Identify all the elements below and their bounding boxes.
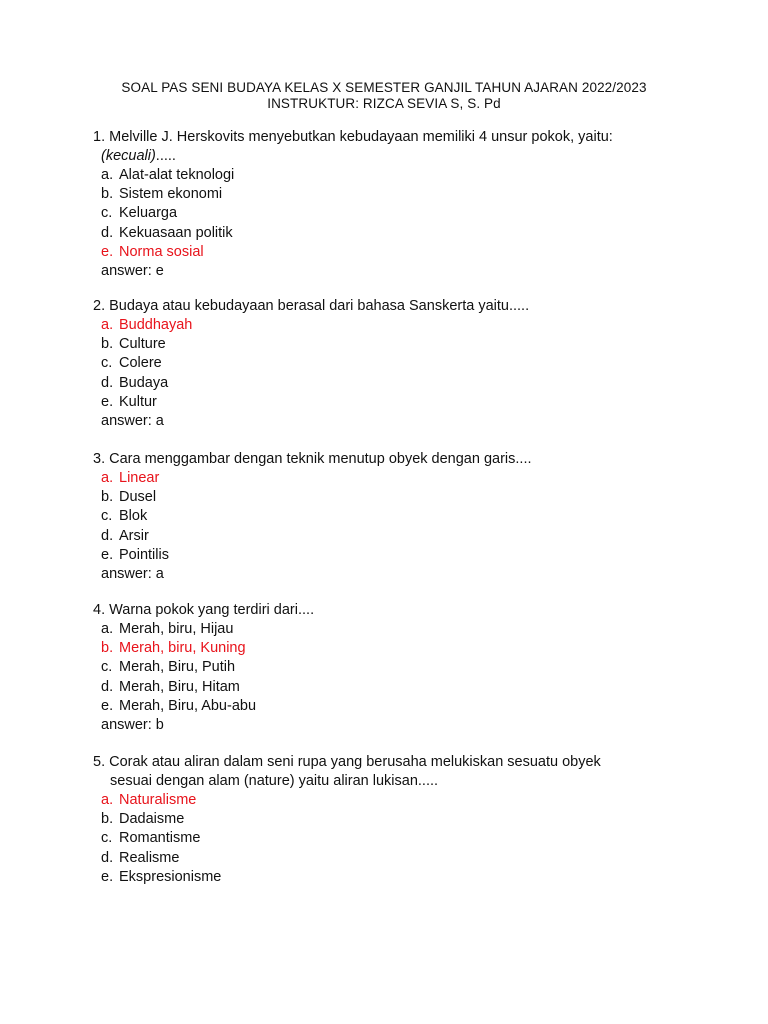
option-b (101, 185, 693, 204)
option-text: Keluarga (119, 205, 178, 222)
question-text (93, 753, 693, 772)
option-list (93, 620, 693, 716)
option-b (101, 335, 693, 354)
option-e (101, 393, 693, 412)
option-text: Pointilis (119, 546, 169, 563)
option-text: Merah, Biru, Hitam (119, 678, 240, 695)
option-a-correct (101, 469, 693, 488)
option-c (101, 204, 693, 223)
option-text: Romantisme (119, 830, 201, 847)
option-letter: b. (101, 489, 114, 506)
option-text: Alat-alat teknologi (119, 167, 235, 183)
option-d (101, 224, 693, 243)
question-2 (93, 297, 693, 431)
answer-key: answer: a (101, 413, 164, 430)
option-e-correct (101, 243, 693, 262)
answer-key: answer: b (101, 717, 164, 734)
option-letter: b. (101, 811, 114, 828)
option-letter: a. (101, 621, 114, 637)
question-text (93, 450, 693, 469)
option-letter: c. (101, 508, 113, 525)
option-letter: a. (101, 317, 114, 333)
option-d (101, 527, 693, 546)
option-text: Kekuasaan politik (119, 224, 233, 241)
question-number: 4. (93, 602, 106, 618)
option-letter: a. (101, 792, 114, 808)
question-number: 5. (93, 754, 106, 770)
option-list (93, 316, 693, 412)
option-text: Ekspresionisme (119, 868, 222, 885)
header-instructor: INSTRUKTUR: RIZCA SEVIA S, S. Pd (267, 96, 501, 111)
option-a (101, 620, 693, 639)
question-number: 3. (93, 451, 106, 467)
option-letter: b. (101, 336, 114, 353)
question-number: 2. (93, 298, 106, 314)
option-letter: a. (101, 167, 114, 183)
option-list (93, 469, 693, 565)
option-e (101, 697, 693, 716)
option-text: Merah, biru, Hijau (119, 621, 234, 637)
option-list (93, 166, 693, 262)
option-b (101, 810, 693, 829)
option-b (101, 488, 693, 507)
question-body: Budaya atau kebudayaan berasal dari bahasa Sanskerta yaitu..... (109, 298, 530, 314)
option-d (101, 678, 693, 697)
option-text: Naturalisme (119, 792, 197, 808)
question-number: 1. (93, 129, 106, 145)
option-b-correct (101, 639, 693, 658)
document-header (0, 80, 768, 112)
option-text: Dusel (119, 489, 157, 506)
option-letter: a. (101, 470, 114, 486)
option-text: Kultur (119, 393, 157, 410)
option-text: Buddhayah (119, 317, 193, 333)
question-body: Melville J. Herskovits menyebutkan kebudayaan memiliki 4 unsur pokok, yaitu: (109, 129, 613, 145)
option-text: Colere (119, 355, 162, 372)
option-d (101, 374, 693, 393)
option-e (101, 868, 693, 887)
option-letter: c. (101, 659, 113, 676)
option-letter: e. (101, 868, 114, 885)
question-5 (93, 753, 693, 887)
question-body: Corak atau aliran dalam seni rupa yang berusaha melukiskan sesuatu obyek (109, 754, 601, 770)
option-letter: b. (101, 640, 114, 657)
option-letter: e. (101, 697, 114, 714)
option-text: Merah, biru, Kuning (119, 640, 246, 657)
option-letter: d. (101, 678, 114, 695)
option-list (93, 791, 693, 887)
option-letter: d. (101, 527, 114, 544)
question-subtext-dots: ..... (155, 148, 176, 164)
option-letter: d. (101, 849, 114, 866)
option-c (101, 829, 693, 848)
option-e (101, 546, 693, 565)
option-letter: d. (101, 224, 114, 241)
question-text (93, 601, 693, 620)
question-text-line2: sesuai dengan alam (nature) yaitu aliran lukisan..... (110, 773, 439, 789)
option-c (101, 354, 693, 373)
option-letter: b. (101, 186, 114, 203)
question-1 (93, 128, 693, 281)
option-a (101, 166, 693, 185)
question-body: Cara menggambar dengan teknik menutup obyek dengan garis.... (109, 451, 532, 467)
option-text: Merah, Biru, Putih (119, 659, 236, 676)
question-text (93, 128, 693, 147)
answer-key: answer: a (101, 566, 164, 583)
option-text: Norma sosial (119, 243, 204, 260)
option-letter: e. (101, 393, 114, 410)
option-text: Blok (119, 508, 148, 525)
question-subtext (93, 147, 693, 166)
option-text: Linear (119, 470, 160, 486)
question-text (93, 297, 693, 316)
option-c (101, 507, 693, 526)
question-subtext-italic: (kecuali) (101, 148, 156, 164)
option-letter: c. (101, 830, 113, 847)
question-4 (93, 601, 693, 735)
option-letter: e. (101, 546, 114, 563)
option-letter: e. (101, 243, 114, 260)
question-body: Warna pokok yang terdiri dari.... (109, 602, 315, 618)
option-text: Budaya (119, 374, 169, 391)
option-text: Sistem ekonomi (119, 186, 223, 203)
option-text: Culture (119, 336, 166, 353)
option-a-correct (101, 316, 693, 335)
option-text: Merah, Biru, Abu-abu (119, 697, 257, 714)
header-title: SOAL PAS SENI BUDAYA KELAS X SEMESTER GANJIL TAHUN AJARAN 2022/2023 (121, 80, 647, 95)
answer-key: answer: e (101, 263, 164, 280)
option-c (101, 658, 693, 677)
option-letter: c. (101, 205, 113, 222)
option-a-correct (101, 791, 693, 810)
question-3 (93, 450, 693, 584)
option-letter: d. (101, 374, 114, 391)
option-letter: c. (101, 355, 113, 372)
option-d (101, 849, 693, 868)
option-text: Arsir (119, 527, 149, 544)
option-text: Realisme (119, 849, 180, 866)
option-text: Dadaisme (119, 811, 185, 828)
